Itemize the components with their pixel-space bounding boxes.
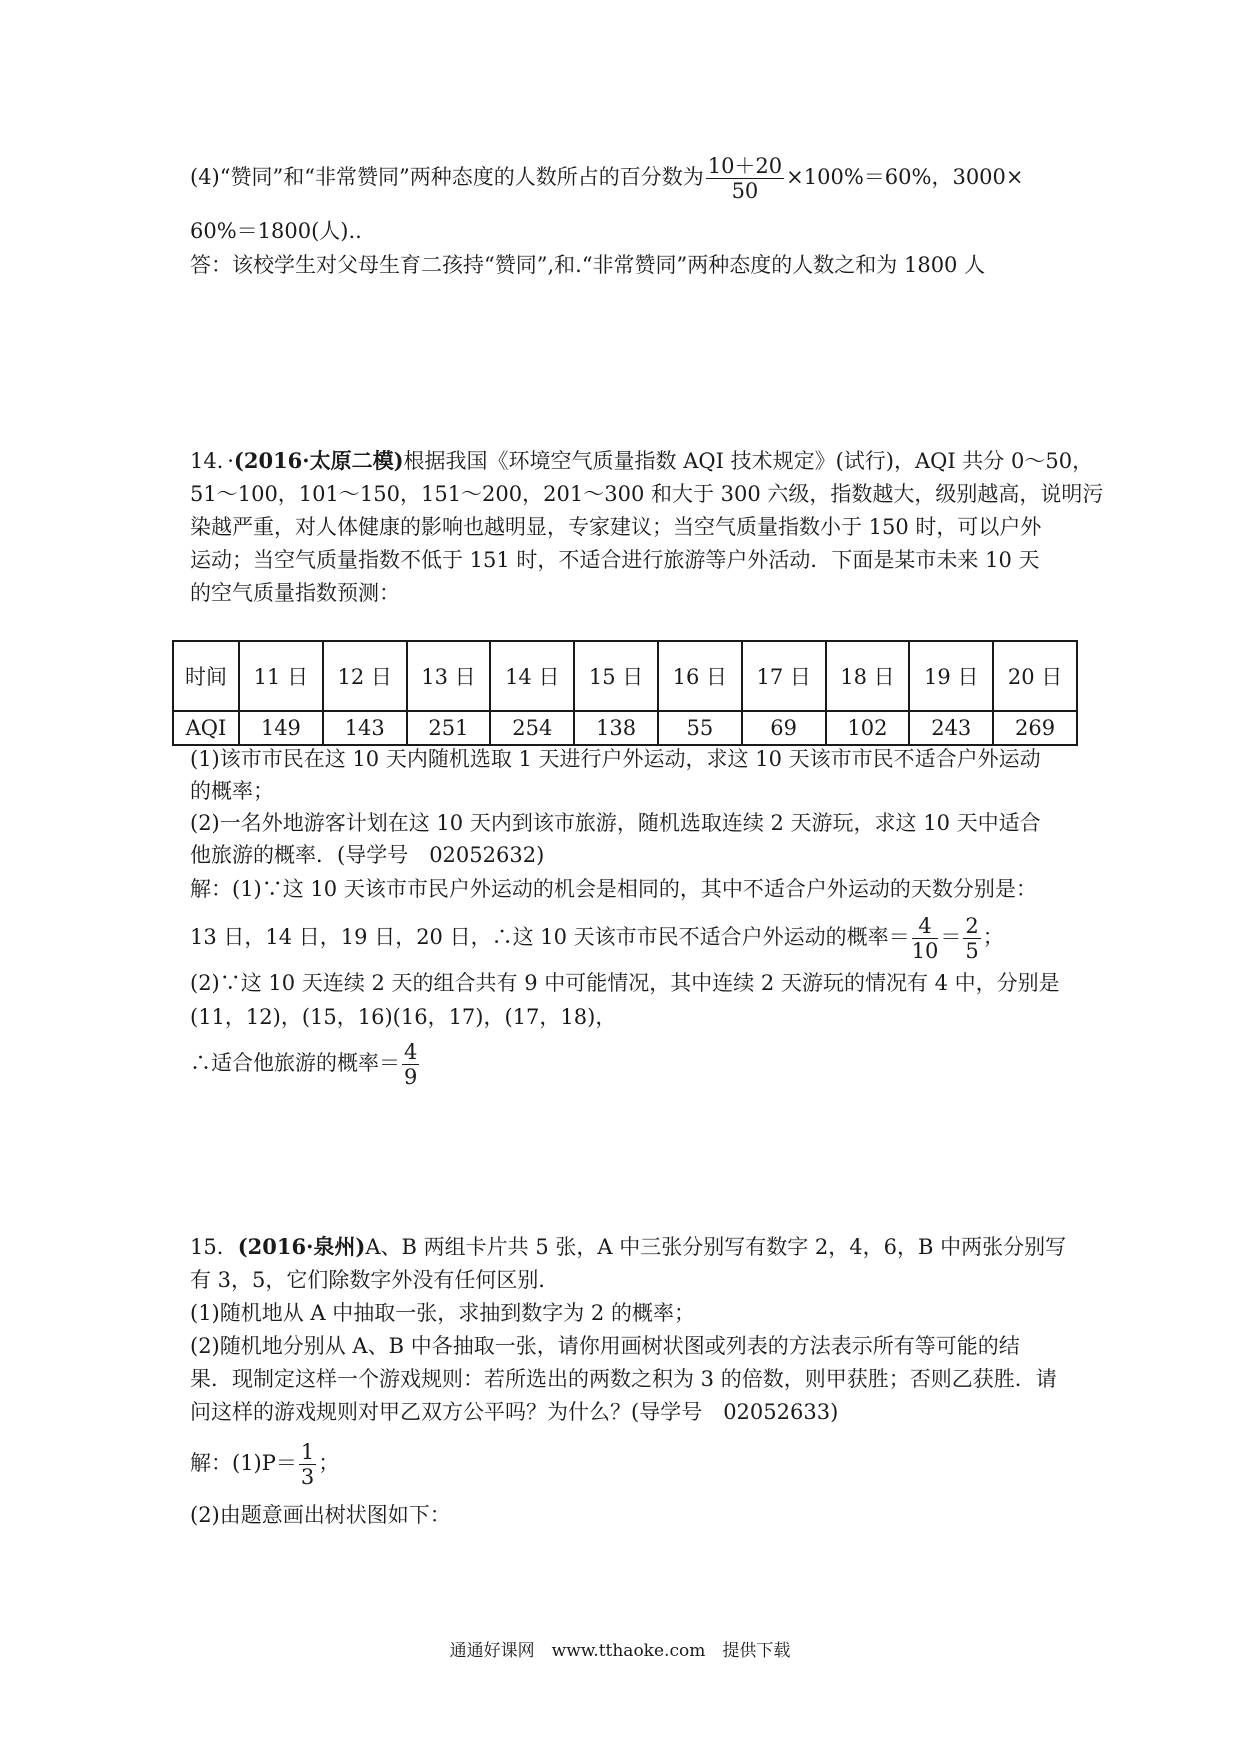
aqi-table (172, 640, 1078, 746)
q14-part1-line2: 的概率； (190, 779, 274, 803)
q13-answer: 答：该校学生对父母生育二孩持“赞同”,和.“非常赞同”两种态度的人数之和为 1800 人 (190, 253, 986, 277)
table-cell-aqi: 69 (742, 711, 826, 745)
q14-line1: 14．·(2016·太原二模)根据我国《环境空气质量指数 AQI 技术规定》(试行)，AQI 共分 0～50， (190, 448, 1094, 473)
question-source: (2016·泉州) (237, 1234, 366, 1259)
q14-solution-line1: 解：(1)∵这 10 天该市市民户外运动的机会是相同的，其中不适合户外运动的天数分别是： (190, 877, 1037, 901)
table-header-time: 时间 (173, 641, 239, 711)
q15-line3: (1)随机地从 A 中抽取一张，求抽到数字为 2 的概率； (190, 1301, 695, 1325)
table-cell-aqi: 143 (323, 711, 407, 745)
question-number: 15． (190, 1235, 238, 1259)
q15-line5: 果．现制定这样一个游戏规则：若所选出的两数之积为 3 的倍数，则甲获胜；否则乙获胜．请 (190, 1367, 1057, 1391)
q14-solution-line2: 13 日，14 日，19 日，20 日，∴这 10 天该市市民不适合户外运动的概率＝ $\frac{4}{10}$ ＝ $\frac{2}{5}$ ； (190, 914, 1004, 963)
table-cell-day: 16 日 (658, 641, 742, 711)
q14-solution-line4: (11，12)，(15，16)(16，17)，(17，18)， (190, 1005, 617, 1029)
table-cell-day: 17 日 (742, 641, 826, 711)
table-cell-day: 18 日 (826, 641, 910, 711)
q14-solution-line3: (2)∵这 10 天连续 2 天的组合共有 9 中可能情况，其中连续 2 天游玩的情况有 4 中，分别是 (190, 971, 1060, 995)
table-cell-day: 12 日 (323, 641, 407, 711)
q15-line4: (2)随机地分别从 A、B 中各抽取一张，请你用画树状图或列表的方法表示所有等可能的结 (190, 1334, 1020, 1358)
question-source: (2016·太原二模) (233, 448, 404, 473)
q15-solution-line1: 解：(1)P＝ $\frac{1}{3}$ ； (190, 1440, 340, 1489)
table-cell-aqi: 243 (909, 711, 993, 745)
table-cell-aqi: 254 (490, 711, 574, 745)
table-cell-day: 15 日 (574, 641, 658, 711)
q14-line4: 运动；当空气质量指数不低于 151 时，不适合进行旅游等户外活动．下面是某市未来 10 天 (190, 548, 1040, 572)
table-cell-day: 19 日 (909, 641, 993, 711)
fraction: $\frac{2}{5}$ (965, 914, 979, 963)
fraction: $\frac{1}{3}$ (300, 1440, 315, 1489)
table-cell-day: 13 日 (407, 641, 491, 711)
table-cell-aqi: 102 (826, 711, 910, 745)
table-cell-aqi: 138 (574, 711, 658, 745)
q14-line3: 染越严重，对人体健康的影响也越明显，专家建议；当空气质量指数小于 150 时，可以户外 (190, 515, 1042, 539)
q14-solution-line5: ∴适合他旅游的概率＝ $\frac{4}{9}$ (190, 1040, 418, 1089)
page-footer: 通通好课网 www.tthaoke.com 提供下载 (449, 1641, 791, 1661)
q13-part4-line2: 60%＝1800(人).. (190, 219, 362, 243)
q15-solution-line2: (2)由题意画出树状图如下： (190, 1503, 451, 1527)
table-cell-aqi: 149 (239, 711, 323, 745)
q15-line6: 问这样的游戏规则对甲乙双方公平吗？为什么？(导学号 02052633) (190, 1400, 839, 1424)
question-number: 14．· (190, 449, 234, 473)
fraction: $\frac{10+20}{50}$ (707, 154, 783, 203)
table-header-aqi: AQI (173, 711, 239, 745)
fraction: $\frac{4}{9}$ (404, 1040, 418, 1089)
q14-line5: 的空气质量指数预测： (190, 581, 400, 605)
table-cell-aqi: 251 (407, 711, 491, 745)
q14-part1-line1: (1)该市市民在这 10 天内随机选取 1 天进行户外运动，求这 10 天该市市民不适合户外运动 (190, 747, 1041, 771)
table-cell-day: 11 日 (239, 641, 323, 711)
fraction: $\frac{4}{10}$ (911, 914, 939, 963)
table-cell-day: 20 日 (993, 641, 1077, 711)
q14-part2-line1: (2)一名外地游客计划在这 10 天内到该市旅游，随机选取连续 2 天游玩，求这 10 天中适合 (190, 811, 1041, 835)
table-row-aqi (173, 711, 1077, 745)
table-cell-aqi: 269 (993, 711, 1077, 745)
q15-line1: 15．(2016·泉州)A、B 两组卡片共 5 张，A 中三张分别写有数字 2，4，6，B 中两张分别写 (190, 1234, 1067, 1259)
table-cell-aqi: 55 (658, 711, 742, 745)
table-row-days (173, 641, 1077, 711)
q14-part2-line2: 他旅游的概率．(导学号 02052632) (190, 843, 545, 867)
table-cell-day: 14 日 (490, 641, 574, 711)
q13-part4-line1: (4)“赞同”和“非常赞同”两种态度的人数所占的百分数为 $\frac{10+20}{50}$ ×100%＝60%，3000× (190, 154, 1024, 203)
q15-line2: 有 3，5，它们除数字外没有任何区别． (190, 1268, 560, 1292)
q14-line2: 51～100，101～150，151～200，201～300 和大于 300 六级，指数越大，级别越高，说明污 (190, 482, 1104, 506)
